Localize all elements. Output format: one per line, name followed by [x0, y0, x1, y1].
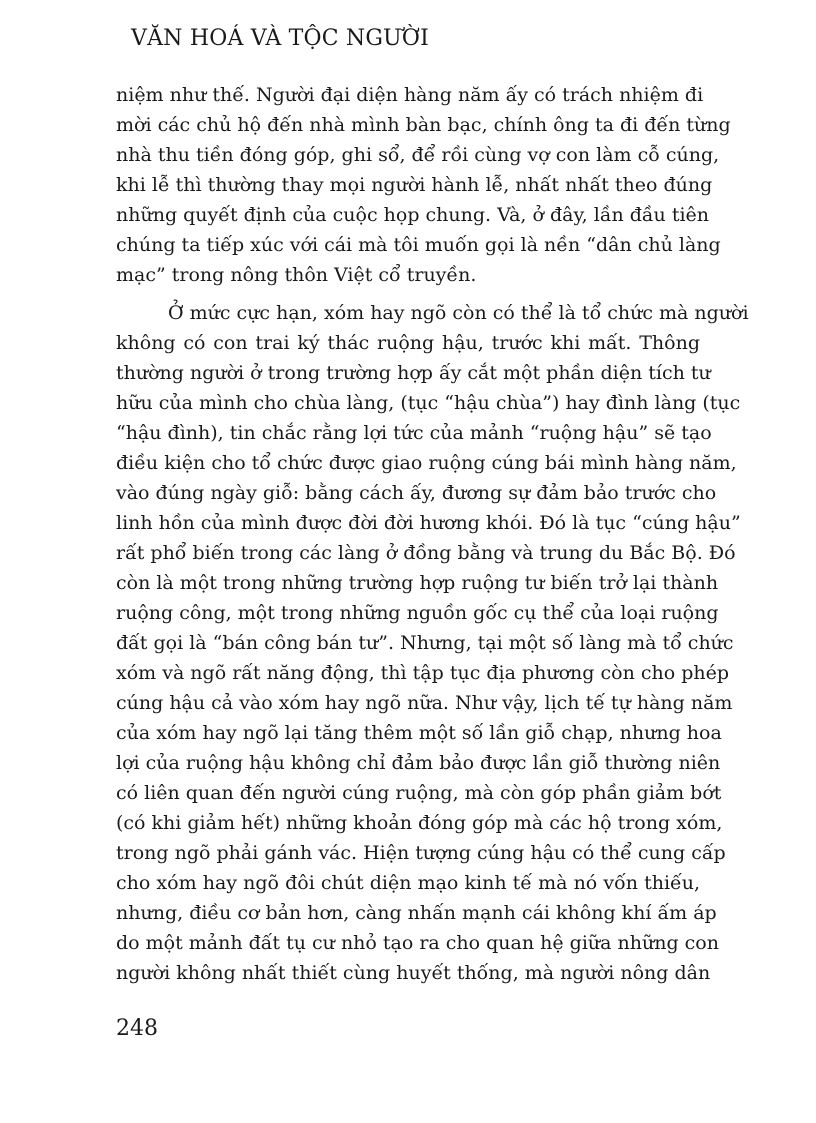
- text-line: còn là một trong những trường hợp ruộng tư biến trở lại thành: [116, 572, 719, 594]
- paragraph-gap: [116, 290, 700, 298]
- page-number: 248: [116, 1016, 158, 1041]
- text-line: trong ngõ phải gánh vác. Hiện tượng cúng hậu có thể cung cấp: [116, 842, 726, 864]
- text-line: (có khi giảm hết) những khoản đóng góp mà các hộ trong xóm,: [116, 812, 723, 834]
- text-line: “hậu đình), tin chắc rằng lợi tức của mảnh “ruộng hậu” sẽ tạo: [116, 422, 712, 444]
- body-text: [116, 80, 749, 988]
- text-line: đất gọi là “bán công bán tư”. Nhưng, tại một số làng mà tổ chức: [116, 632, 734, 654]
- text-line: chúng ta tiếp xúc với cái mà tôi muốn gọi là nền “dân chủ làng: [116, 234, 721, 256]
- text-line: không có con trai ký thác ruộng hậu, trước khi mất. Thông: [116, 332, 700, 354]
- text-line: ruộng công, một trong những nguồn gốc cụ thể của loại ruộng: [116, 602, 719, 624]
- text-line: Ở mức cực hạn, xóm hay ngõ còn có thể là tổ chức mà người: [168, 302, 749, 324]
- text-line: những quyết định của cuộc họp chung. Và, ở đây, lần đầu tiên: [116, 204, 710, 226]
- text-line: thường người ở trong trường hợp ấy cắt một phần diện tích tư: [116, 362, 711, 384]
- text-line: nhà thu tiền đóng góp, ghi sổ, để rồi cùng vợ con làm cỗ cúng,: [116, 144, 720, 166]
- text-line: điều kiện cho tổ chức được giao ruộng cúng bái mình hàng năm,: [116, 452, 737, 474]
- text-line: người không nhất thiết cùng huyết thống, mà người nông dân: [116, 962, 711, 984]
- text-line: của xóm hay ngõ lại tăng thêm một số lần giỗ chạp, nhưng hoa: [116, 722, 722, 744]
- text-line: mời các chủ hộ đến nhà mình bàn bạc, chính ông ta đi đến từng: [116, 114, 731, 136]
- text-line: cho xóm hay ngõ đôi chút diện mạo kinh tế mà nó vốn thiếu,: [116, 872, 700, 894]
- text-line: mạc” trong nông thôn Việt cổ truyền.: [116, 264, 477, 286]
- text-line: khi lễ thì thường thay mọi người hành lễ, nhất nhất theo đúng: [116, 174, 713, 196]
- text-line: lợi của ruộng hậu không chỉ đảm bảo được lần giỗ thường niên: [116, 752, 721, 774]
- text-line: do một mảnh đất tụ cư nhỏ tạo ra cho quan hệ giữa những con: [116, 932, 719, 954]
- text-line: vào đúng ngày giỗ: bằng cách ấy, đương sự đảm bảo trước cho: [116, 482, 717, 504]
- text-line: niệm như thế. Người đại diện hàng năm ấy có trách nhiệm đi: [116, 84, 704, 106]
- text-line: hữu của mình cho chùa làng, (tục “hậu chùa”) hay đình làng (tục: [116, 392, 741, 414]
- text-line: linh hồn của mình được đời đời hương khói. Đó là tục “cúng hậu”: [116, 512, 741, 534]
- text-line: có liên quan đến người cúng ruộng, mà còn góp phần giảm bớt: [116, 782, 722, 804]
- text-line: xóm và ngõ rất năng động, thì tập tục địa phương còn cho phép: [116, 662, 730, 684]
- text-line: rất phổ biến trong các làng ở đồng bằng và trung du Bắc Bộ. Đó: [116, 542, 736, 564]
- text-line: nhưng, điều cơ bản hơn, càng nhấn mạnh cái không khí ấm áp: [116, 902, 717, 924]
- running-header-title: VĂN HOÁ VÀ TỘC NGƯỜI: [131, 26, 430, 51]
- text-line: cúng hậu cả vào xóm hay ngõ nữa. Như vậy, lịch tế tự hàng năm: [116, 692, 733, 714]
